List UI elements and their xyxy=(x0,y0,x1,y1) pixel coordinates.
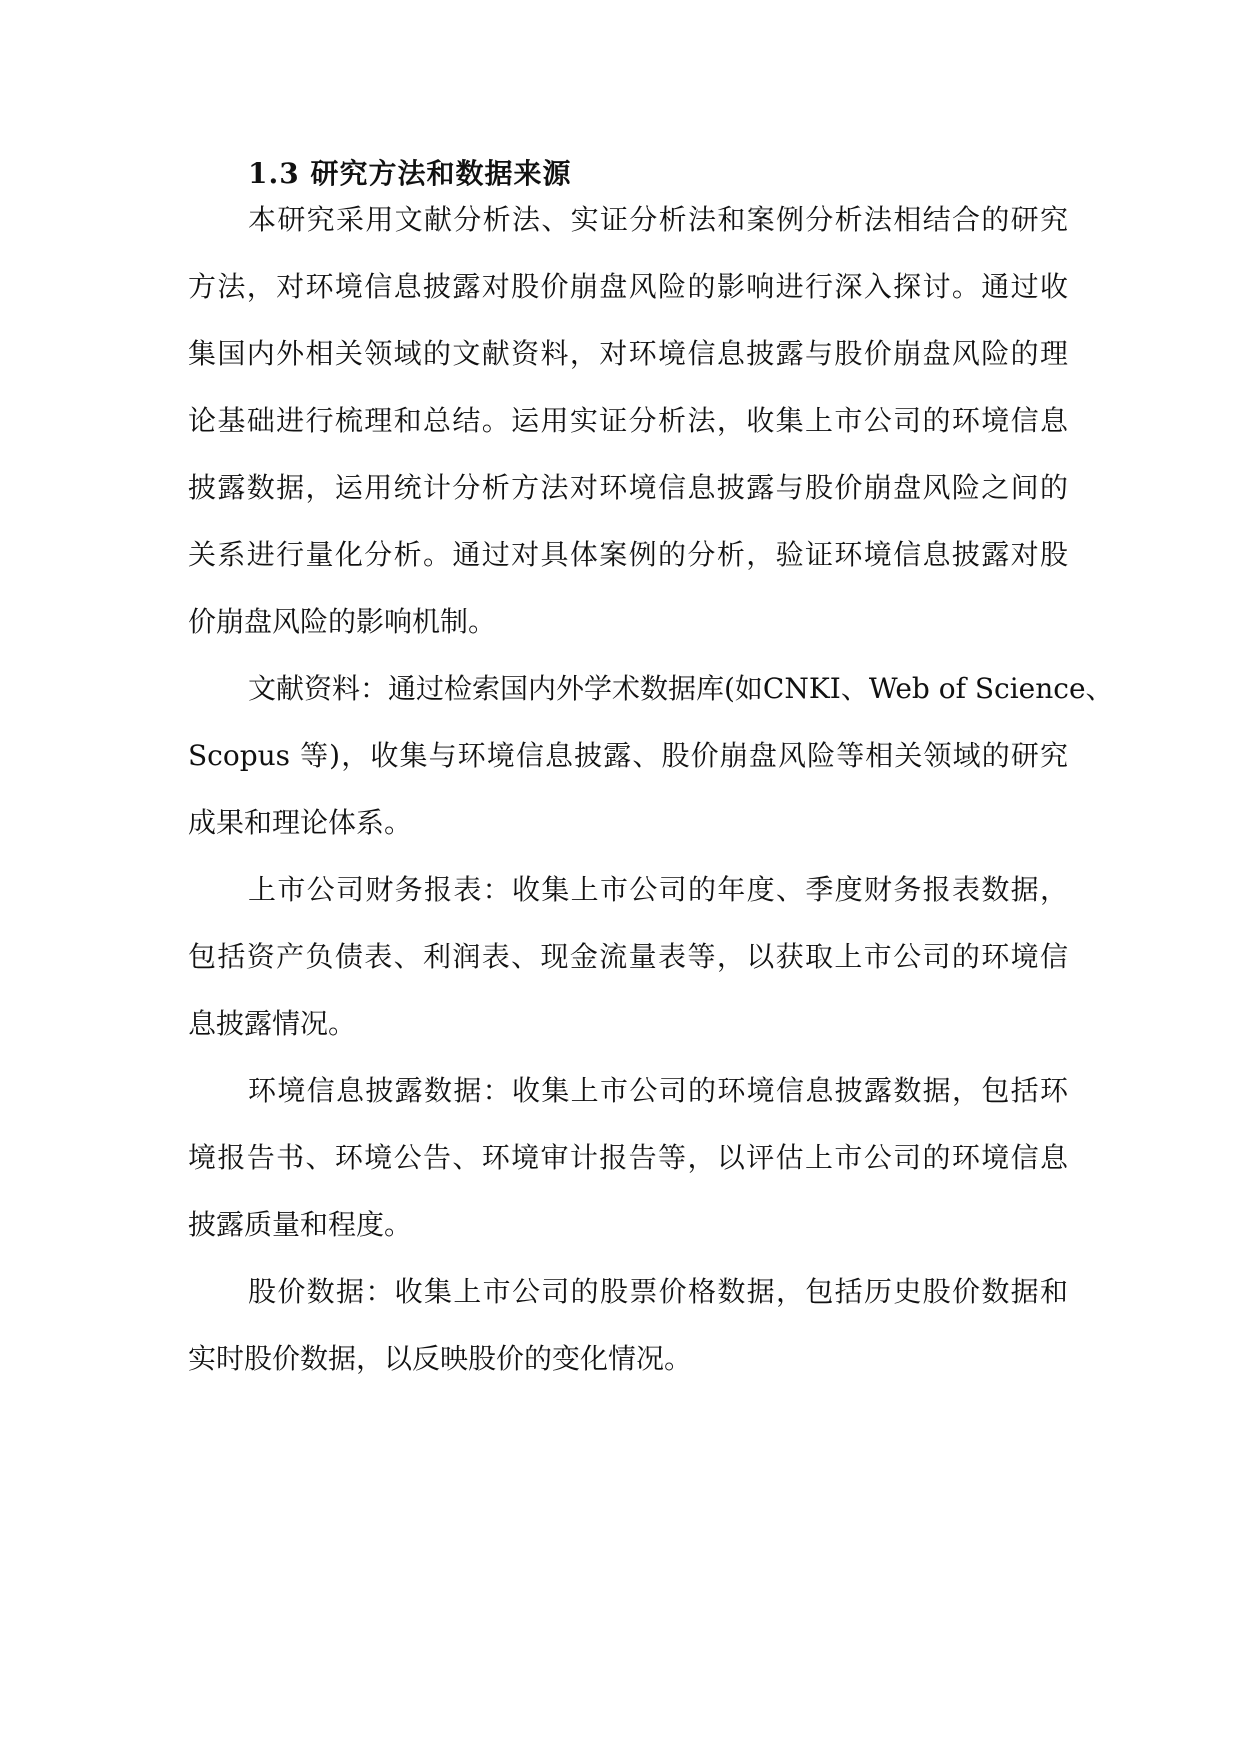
paragraph-line: 包括资产负债表、利润表、现金流量表等，以获取上市公司的环境信 xyxy=(188,940,1068,973)
paragraph-line: 成果和理论体系。 xyxy=(188,806,413,839)
paragraph-line: 集国内外相关领域的文献资料，对环境信息披露与股价崩盘风险的理 xyxy=(188,337,1068,370)
paragraph-line: 息披露情况。 xyxy=(188,1007,357,1040)
paragraph-line: 环境信息披露数据：收集上市公司的环境信息披露数据，包括环 xyxy=(248,1074,1068,1107)
paragraph-line: 论基础进行梳理和总结。运用实证分析法，收集上市公司的环境信息 xyxy=(188,404,1068,437)
section-heading: 1.3 研究方法和数据来源 xyxy=(248,157,572,190)
paragraph-line: 境报告书、环境公告、环境审计报告等，以评估上市公司的环境信息 xyxy=(188,1141,1068,1174)
paragraph-line: 文献资料：通过检索国内外学术数据库(如CNKI、Web of Science、 xyxy=(248,672,1114,705)
paragraph-line: 方法，对环境信息披露对股价崩盘风险的影响进行深入探讨。通过收 xyxy=(188,270,1068,303)
paragraph-line: 关系进行量化分析。通过对具体案例的分析，验证环境信息披露对股 xyxy=(188,538,1068,571)
paragraph-line: 披露质量和程度。 xyxy=(188,1208,413,1241)
paragraph-line: 本研究采用文献分析法、实证分析法和案例分析法相结合的研究 xyxy=(248,203,1068,236)
paragraph-line: 实时股价数据，以反映股价的变化情况。 xyxy=(188,1342,693,1375)
paragraph-line: Scopus 等)，收集与环境信息披露、股价崩盘风险等相关领域的研究 xyxy=(188,739,1068,772)
paragraph-line: 价崩盘风险的影响机制。 xyxy=(188,605,497,638)
paragraph-line: 上市公司财务报表：收集上市公司的年度、季度财务报表数据， xyxy=(248,873,1068,906)
paragraph-line: 股价数据：收集上市公司的股票价格数据，包括历史股价数据和 xyxy=(248,1275,1068,1308)
paragraph-line: 披露数据，运用统计分析方法对环境信息披露与股价崩盘风险之间的 xyxy=(188,471,1068,504)
